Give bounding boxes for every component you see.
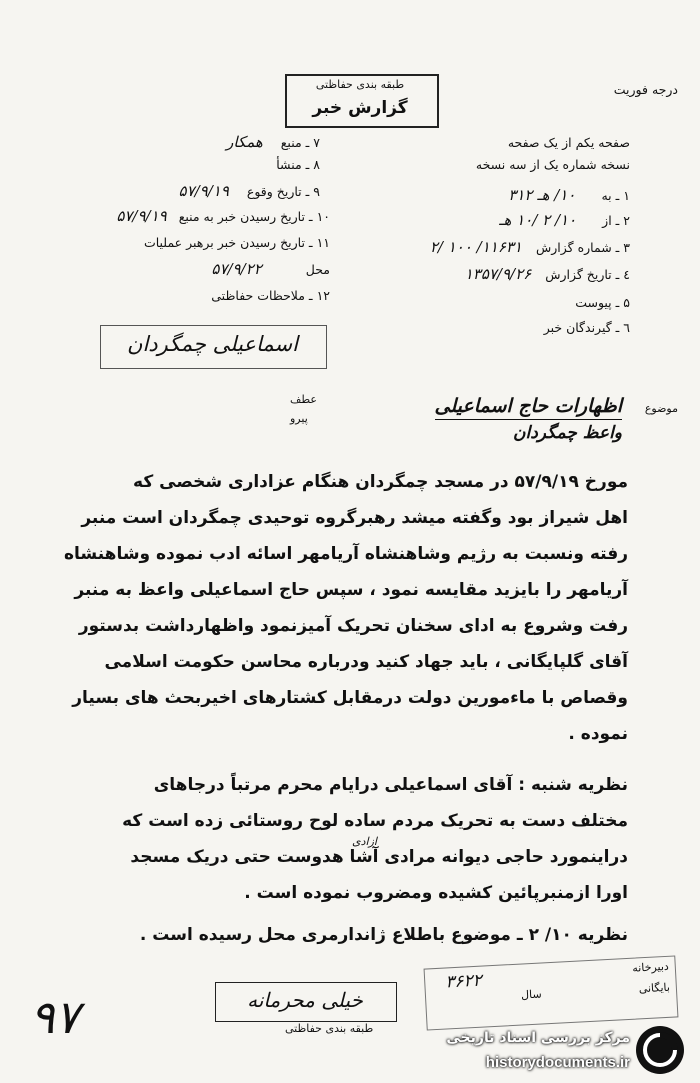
body-line: رفته ونسبت به رژیم وشاهنشاه آریامهر اسائه ادب نموده وشاهنشاه <box>64 544 628 564</box>
urgency-label: درجه فوریت <box>613 82 678 97</box>
archive-logo-icon <box>636 1026 684 1074</box>
signature-stamp-text: خیلی محرمانه <box>247 988 363 1012</box>
field-value: ۱۰/ هـ ۳۱۲ <box>508 186 576 204</box>
follow-up-label: پیرو <box>290 412 308 425</box>
body-line: مورخ ۵۷/۹/۱۹ در مسجد چمگردان هنگام عزاداری شخصی که <box>133 472 628 492</box>
opinion-line: اورا ازمنبرپائین کشیده ومضروب نموده است . <box>244 883 628 903</box>
field-value: ۱۰/ ۲ /۱۰ هـ <box>499 211 577 229</box>
field-label: ۱۰ ـ تاریخ رسیدن خبر به منبع <box>178 209 330 224</box>
classification-bottom: طبقه بندی حفاظتی <box>285 1022 374 1035</box>
registry-line: دبیرخانه <box>632 959 670 975</box>
field-source <box>110 133 320 151</box>
subject-line-2: واعظ چمگردان <box>512 423 622 443</box>
field-place <box>110 260 330 278</box>
field-value: همکار <box>226 133 263 151</box>
subject-label: موضوع <box>644 402 678 415</box>
field-label: ٤ ـ تاریخ گزارش <box>545 267 630 282</box>
field-value: ۱۳۵۷/۹/۲۶ <box>464 265 532 283</box>
field-label: ۱۲ ـ ملاحظات حفاظتی <box>211 288 330 303</box>
field-value: ۵۷/۹/۲۲ <box>211 260 262 278</box>
field-from <box>499 211 630 229</box>
final-note: نظریه ۱۰/ ۲ ـ موضوع باطلاع ژاندارمری محل رسیده است . <box>139 925 628 945</box>
field-label: ۸ ـ منشأ <box>276 157 320 172</box>
handwritten-note: اسماعیلی چمگردان <box>127 332 298 356</box>
field-value: ۵۷/۹/۱۹ <box>116 207 167 225</box>
field-source-received <box>60 207 330 225</box>
subject-line-1: اظهارات حاج اسماعیلی <box>435 395 623 420</box>
registry-line: بایگانی <box>638 980 671 996</box>
reference-label: عطف <box>290 393 317 406</box>
field-label: ٦ ـ گیرندگان خبر <box>543 320 630 335</box>
watermark-url: historydocuments.ir <box>485 1054 630 1071</box>
field-origin <box>110 157 320 172</box>
field-event-date <box>110 182 320 200</box>
registry-stamp <box>424 955 679 1030</box>
body-line: وقصاص با ماءمورین دولت درمقابل کشتارهای اخیربحث های بسیار <box>72 688 628 708</box>
opinion-line: مختلف دست به تحریک مردم ساده لوح روستائی زده است که <box>122 811 628 831</box>
body-line: اهل شیراز بود وگفته میشد رهبرگروه توحیدی چمگردان است منبر <box>81 508 628 528</box>
registry-line: سال <box>520 987 542 1002</box>
copy-info: نسخه شماره یک از سه نسخه <box>475 157 630 172</box>
field-label: ۱ ـ به <box>601 188 630 203</box>
body-line: آقای گلپایگانی ، باید جهاد کنید ودرباره محاسن حکومت اسلامی <box>104 652 628 672</box>
doc-title: گزارش خبر <box>312 98 408 118</box>
field-leader-received <box>110 235 330 250</box>
registry-number: ۳۶۲۲ <box>444 970 483 993</box>
body-line: آریامهر را بایزید مقایسه نمود ، سپس حاج اسماعیلی واعظ به منبر <box>74 580 628 600</box>
field-value: ۱۱۶۳۱/ ۱۰۰ /۲ <box>429 238 522 256</box>
field-report-date <box>465 265 630 283</box>
body-line: نموده . <box>568 724 628 744</box>
field-label: ۷ ـ منبع <box>280 135 320 150</box>
page-number: ۹۷ <box>30 990 80 1044</box>
field-label: ۳ ـ شماره گزارش <box>535 240 630 255</box>
watermark-org: مرکز بررسی اسناد تاریخی <box>446 1030 630 1046</box>
body-line: رفت وشروع به ادای سخنان تحریک آمیزنمود واظهارداشت بدستور <box>78 616 628 636</box>
field-security-notes <box>110 288 330 303</box>
field-label: ۹ ـ تاریخ وقوع <box>246 184 320 199</box>
field-recipients <box>544 320 630 335</box>
field-label: ۵ ـ پیوست <box>575 295 630 310</box>
classification-top: طبقه بندی حفاظتی <box>315 78 405 91</box>
opinion-line: نظریه شنبه : آقای اسماعیلی درایام محرم مرتباً درجاهای <box>153 775 628 795</box>
field-label: ۱۱ ـ تاریخ رسیدن خبر برهبر عملیات <box>143 235 330 250</box>
field-report-number <box>430 238 630 256</box>
archive-logo-icon <box>636 1026 684 1074</box>
handwritten-annotation: ازادی <box>352 835 377 848</box>
field-value: ۵۷/۹/۱۹ <box>178 182 229 200</box>
field-label: ۲ ـ از <box>602 213 630 228</box>
page-info: صفحه یکم از یک صفحه <box>507 135 630 150</box>
opinion-line: دراینمورد حاجی دیوانه مرادی آشا هدوست حتی دریک مسجد <box>130 847 628 867</box>
field-label: محل <box>305 262 330 277</box>
field-attachment <box>575 295 630 310</box>
field-to <box>508 186 630 204</box>
